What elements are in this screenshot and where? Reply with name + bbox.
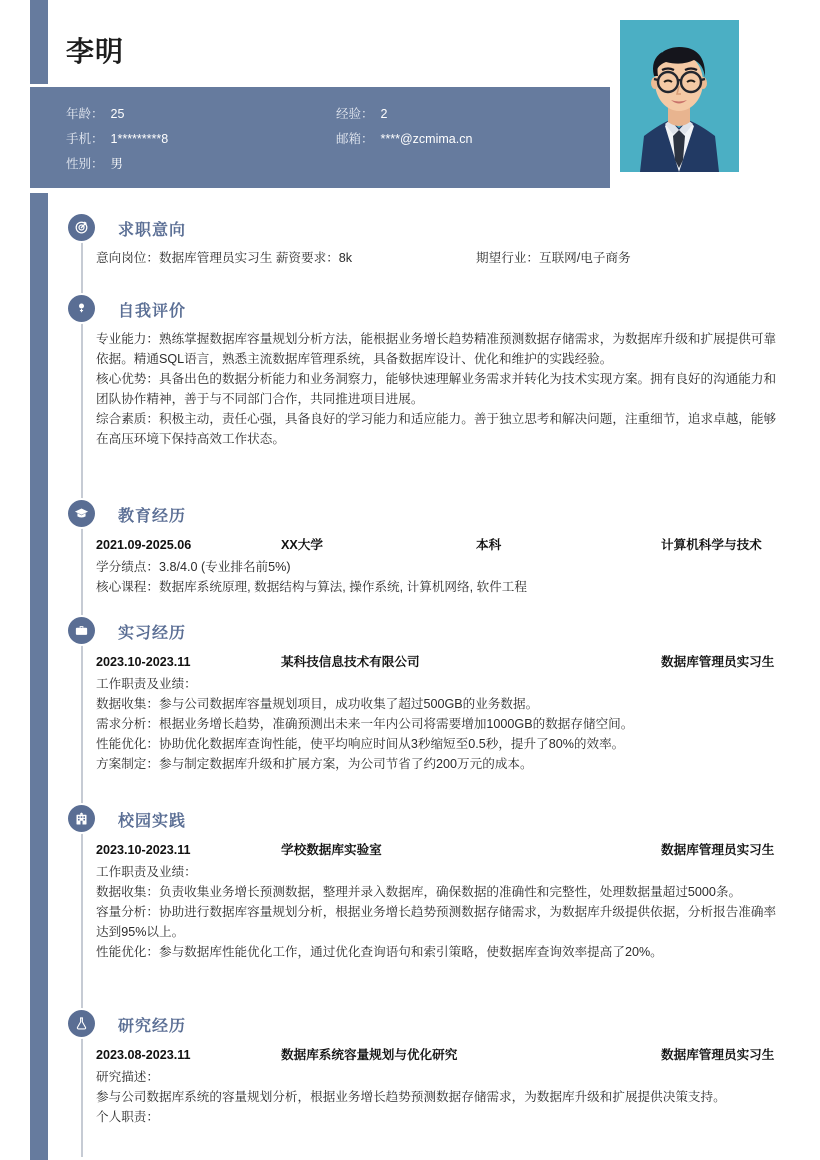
education-major: 计算机科学与技术 xyxy=(661,538,762,552)
research-duty-label: 个人职责： xyxy=(96,1110,159,1124)
info-field-experience xyxy=(336,104,596,122)
campus-meta-row xyxy=(96,839,782,861)
section-research xyxy=(48,1010,788,1127)
info-value: ****@zcmima.cn xyxy=(380,131,473,146)
info-label: 手机： xyxy=(66,131,104,146)
job-intention-position xyxy=(96,248,476,268)
info-label: 经验： xyxy=(336,106,374,121)
avatar xyxy=(620,20,739,172)
campus-detail: 容量分析：协助进行数据库容量规划分析，根据业务增长趋势预测数据存储需求，为数据库升级提供依据，分析报告准确率达到95%以上。 xyxy=(96,905,777,939)
education-detail: 核心课程：数据库系统原理, 数据结构与算法, 操作系统, 计算机网络, 软件工程 xyxy=(96,580,527,594)
section-header xyxy=(48,805,788,839)
self-evaluation-paragraph: 专业能力：熟练掌握数据库容量规划分析方法，能根据业务增长趋势精准预测数据存储需求，为数据库升级和扩展提供可靠依据。精通SQL语言，熟悉主流数据库管理系统，具备数据库设计、优化和维护的实践经验。 xyxy=(96,332,777,366)
position-value: 数据库管理员实习生 xyxy=(158,251,273,265)
section-body xyxy=(96,651,788,774)
position-label: 意向岗位： xyxy=(96,251,159,265)
industry-value: 互联网/电子商务 xyxy=(538,251,631,265)
section-body xyxy=(96,839,788,962)
research-meta-row xyxy=(96,1044,782,1066)
campus-subtitle: 工作职责及业绩： xyxy=(96,865,197,879)
section-title: 教育经历 xyxy=(118,508,187,525)
internship-detail: 需求分析：根据业务增长趋势，准确预测出未来一年内公司将需要增加1000GB的数据存储空间。 xyxy=(96,717,634,731)
education-meta-row xyxy=(96,534,782,556)
section-title: 实习经历 xyxy=(118,625,187,642)
research-subtitle: 研究描述： xyxy=(96,1070,159,1084)
info-value: 1*********8 xyxy=(110,131,169,146)
briefcase-icon xyxy=(68,617,95,644)
section-title: 自我评价 xyxy=(118,303,187,320)
info-label: 性别： xyxy=(66,156,104,171)
job-intention-industry xyxy=(476,248,631,268)
section-header xyxy=(48,295,788,329)
education-date: 2021.09-2025.06 xyxy=(96,538,192,552)
header-info-block xyxy=(30,87,610,188)
job-intention-row xyxy=(96,248,782,268)
self-evaluation-paragraph: 核心优势：具备出色的数据分析能力和业务洞察力，能够快速理解业务需求并转化为技术实现方案。拥有良好的沟通能力和团队协作精神，善于与不同部门合作，共同推进项目进展。 xyxy=(96,372,777,406)
section-self-evaluation xyxy=(48,295,788,449)
campus-detail: 数据收集：负责收集业务增长预测数据，整理并录入数据库，确保数据的准确性和完整性，处理数据量超过5000条。 xyxy=(96,885,742,899)
info-field-gender xyxy=(66,154,336,172)
info-row xyxy=(66,125,606,150)
internship-detail: 性能优化：协助优化数据库查询性能，使平均响应时间从3秒缩短至0.5秒，提升了80%的效率。 xyxy=(96,737,625,751)
self-evaluation-paragraph: 综合素质：积极主动，责任心强，具备良好的学习能力和适应能力。善于独立思考和解决问题，注重细节，追求卓越，能够在高压环境下保持高效工作状态。 xyxy=(96,412,777,446)
campus-date: 2023.10-2023.11 xyxy=(96,843,191,857)
section-job-intention xyxy=(48,214,788,268)
section-header xyxy=(48,617,788,651)
strip-gap-bottom xyxy=(30,188,48,193)
section-body xyxy=(96,1044,788,1127)
section-body xyxy=(96,329,788,449)
flask-icon xyxy=(68,1010,95,1037)
internship-company: 某科技信息技术有限公司 xyxy=(281,655,420,669)
research-project: 数据库系统容量规划与优化研究 xyxy=(281,1048,458,1062)
info-row xyxy=(66,100,606,125)
section-header xyxy=(48,500,788,534)
research-date: 2023.08-2023.11 xyxy=(96,1048,191,1062)
section-education xyxy=(48,500,788,597)
info-value: 2 xyxy=(380,106,388,121)
header-info-grid xyxy=(66,100,606,175)
section-title: 研究经历 xyxy=(118,1018,187,1035)
internship-subtitle: 工作职责及业绩： xyxy=(96,677,197,691)
salary-value: 8k xyxy=(338,251,353,265)
section-body xyxy=(96,534,788,597)
internship-detail: 方案制定：参与制定数据库升级和扩展方案，为公司节省了约200万元的成本。 xyxy=(96,757,533,771)
industry-label: 期望行业： xyxy=(476,251,539,265)
target-icon xyxy=(68,214,95,241)
info-value: 25 xyxy=(110,106,125,121)
internship-date: 2023.10-2023.11 xyxy=(96,655,191,669)
education-detail: 学分绩点：3.8/4.0 (专业排名前5%) xyxy=(96,560,291,574)
info-field-age xyxy=(66,104,336,122)
section-header xyxy=(48,214,788,248)
research-role: 数据库管理员实习生 xyxy=(661,1048,775,1062)
section-title: 校园实践 xyxy=(118,813,187,830)
info-field-phone xyxy=(66,129,336,147)
info-row xyxy=(66,150,606,175)
research-description: 参与公司数据库系统的容量规划分析，根据业务增长趋势预测数据存储需求，为数据库升级和扩展提供决策支持。 xyxy=(96,1090,726,1104)
internship-detail: 数据收集：参与公司数据库容量规划项目，成功收集了超过500GB的业务数据。 xyxy=(96,697,539,711)
info-field-email xyxy=(336,129,596,147)
internship-role: 数据库管理员实习生 xyxy=(661,655,775,669)
section-internship xyxy=(48,617,788,774)
user-badge-icon xyxy=(68,295,95,322)
section-header xyxy=(48,1010,788,1044)
campus-role: 数据库管理员实习生 xyxy=(661,843,775,857)
education-degree: 本科 xyxy=(476,538,502,552)
graduation-cap-icon xyxy=(68,500,95,527)
salary-label: 薪资要求： xyxy=(275,251,339,265)
education-school: XX大学 xyxy=(281,538,323,552)
campus-detail: 性能优化：参与数据库性能优化工作，通过优化查询语句和索引策略，使数据库查询效率提高了20%。 xyxy=(96,945,663,959)
section-body xyxy=(96,248,788,268)
info-label: 年龄： xyxy=(66,106,104,121)
info-value: 男 xyxy=(110,156,124,171)
school-building-icon xyxy=(68,805,95,832)
campus-organization: 学校数据库实验室 xyxy=(281,843,382,857)
header-name-band xyxy=(48,0,610,88)
candidate-name: 李明 xyxy=(66,36,125,67)
info-label: 邮箱： xyxy=(336,131,374,146)
section-title: 求职意向 xyxy=(118,222,187,239)
internship-meta-row xyxy=(96,651,782,673)
section-campus-practice xyxy=(48,805,788,962)
